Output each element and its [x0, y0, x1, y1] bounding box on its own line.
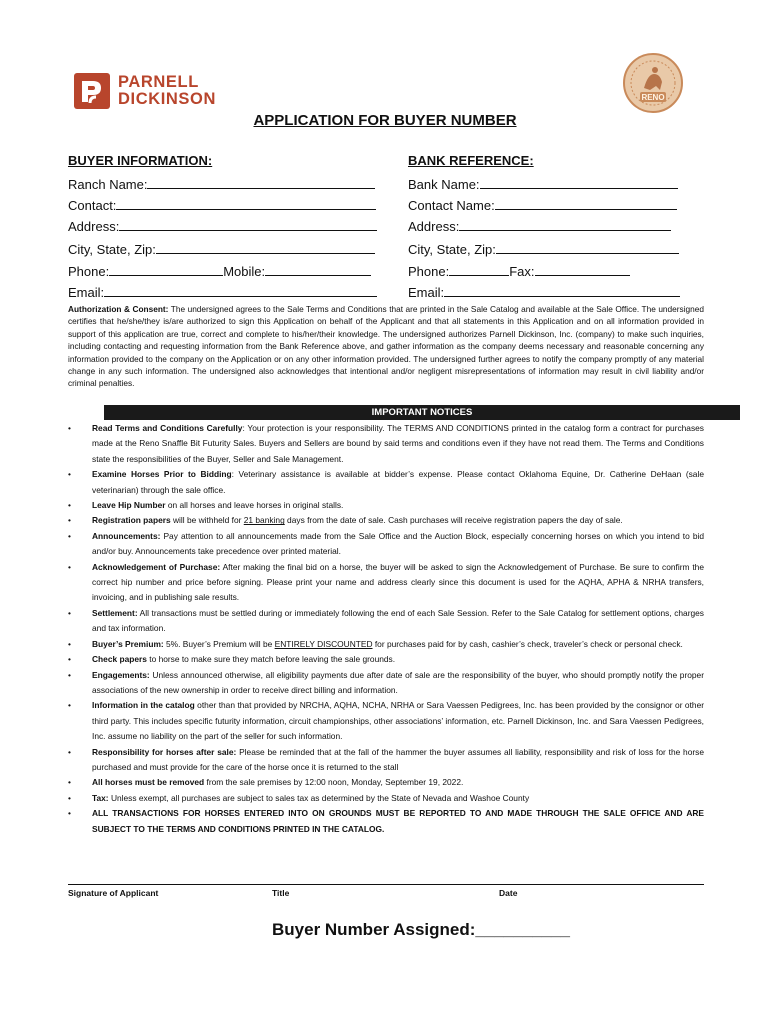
bullet: • [68, 700, 71, 711]
ranch-name-field[interactable] [68, 176, 375, 192]
buyer-number-assigned[interactable] [272, 920, 570, 940]
bank-contact-name-line[interactable] [495, 197, 677, 210]
phone-mobile-field[interactable] [68, 263, 371, 279]
notice-text: for purchases paid for by cash, cashier’s check, traveler’s check or personal check. [372, 638, 683, 649]
notice-label: Tax: [92, 792, 109, 803]
page-title: APPLICATION FOR BUYER NUMBER [253, 112, 517, 129]
notice-label: Settlement: [92, 607, 138, 618]
bank-name-label: Bank Name: [408, 177, 480, 192]
mobile-line[interactable] [265, 263, 371, 276]
brand-line2: DICKINSON [118, 90, 216, 108]
bullet: • [68, 746, 71, 757]
bank-reference-heading: BANK REFERENCE: [408, 153, 534, 168]
bullet: • [68, 808, 71, 819]
bank-city-state-zip-label: City, State, Zip: [408, 242, 496, 257]
bank-email-field[interactable] [408, 284, 680, 300]
authorization-consent [68, 303, 704, 390]
notice-label: Responsibility for horses after sale: [92, 746, 237, 757]
buyer-info-heading: BUYER INFORMATION: [68, 153, 213, 168]
notice-text: from the sale premises by 12:00 noon, Monday, September 19, 2022. [206, 777, 464, 788]
bank-address-line[interactable] [459, 218, 671, 231]
bullet: • [68, 561, 71, 572]
notice-item [68, 606, 704, 637]
notice-text: Your protection is your responsibility. The TERMS AND CONDITIONS printed in the catalog form a contract for purchases made at the Reno Snaffle Bit Futurity Sales. Buyers and Sellers are bound by said terms and conditions even if they have not read them. The Terms and Conditions state the responsibilities of the Buyer, Seller and Sale Management. [92, 423, 704, 464]
bank-contact-name-label: Contact Name: [408, 198, 495, 213]
notice-text: Unless exempt, all purchases are subject to sales tax as determined by the State of Nevada and Washoe County [110, 792, 530, 803]
brand-name [118, 74, 216, 108]
bank-fax-line[interactable] [535, 263, 630, 276]
notice-text-before: will be withheld for [172, 515, 244, 526]
signature-line[interactable] [68, 884, 704, 885]
notice-item [68, 668, 704, 699]
contact-label: Contact: [68, 198, 117, 213]
authorization-label: Authorization & Consent: [68, 304, 169, 314]
notice-text: days from the date of sale. Cash purchases will receive registration papers the day of sale. [284, 515, 623, 526]
notice-item [68, 529, 704, 560]
notice-text: Pay attention to all announcements made from the Sale Office and the Auction Block, especially concerning horses on which you intend to bid and/or buy. Announcements take precedence over printed material. [92, 530, 705, 557]
notice-item [68, 698, 704, 744]
city-state-zip-label: City, State, Zip: [68, 242, 156, 257]
buyer-number-label: Buyer Number Assigned: [272, 920, 476, 939]
ranch-name-label: Ranch Name: [68, 177, 148, 192]
notice-item [68, 421, 704, 467]
bullet: • [68, 515, 71, 526]
bullet: • [68, 469, 71, 480]
city-state-zip-field[interactable] [68, 241, 375, 257]
address-label: Address: [68, 219, 120, 234]
email-label: Email: [68, 285, 105, 300]
bullet: • [68, 654, 71, 665]
bank-name-line[interactable] [480, 176, 678, 189]
bullet: • [68, 777, 71, 788]
notice-item [68, 791, 704, 806]
notice-text-before: 5%. Buyer’s Premium will be [166, 638, 275, 649]
authorization-text: The undersigned agrees to the Sale Terms and Conditions that are printed in the Sale Catalog and available at the Sale Office. The undersigned certifies that he/she/they is/are authorized to sign this Application on behalf of the Applicant and that all statements in this Application and on all information provided in support of this application are true, correct and complete to his/her/their knowledge. The undersigned authorizes Parnell Dickinson, Inc. (company) to make such inquiries, including contacting and requesting information from the Bank Reference above, and gather information as the company deems necessary and reasonable concerning any information provided to the company on the Application or on any other information provided. The undersigned further agrees to notify the company promptly of any material change in any such information. The undersigned also acknowledges that intentional and/or negligent misrepresentations of information may result in civil liability and/or criminal penalties. [68, 304, 704, 389]
notice-item [68, 806, 704, 837]
brand-line1: PARNELL [118, 73, 199, 91]
notice-label: Read Terms and Conditions Carefully [92, 423, 243, 433]
phone-label: Phone: [68, 264, 110, 279]
notice-label: Leave Hip Number [92, 500, 166, 511]
notice-label: Engagements: [92, 669, 150, 680]
bullet: • [68, 607, 71, 618]
notice-item [68, 467, 704, 498]
bank-address-label: Address: [408, 219, 460, 234]
notices-list [68, 421, 704, 837]
notice-item [68, 513, 704, 528]
notice-underlined: 21 banking [243, 515, 285, 526]
buyer-number-blank[interactable]: __________ [475, 920, 570, 939]
notice-text: Please be reminded that at the fall of the hammer the buyer assumes all liability, responsibility and risk of loss for the horse purchased and must provide for the care of the horse once it is returned to the stall [92, 746, 705, 772]
bank-fax-label: Fax: [509, 264, 535, 279]
notice-text: other than that provided by NRCHA, AQHA, NCHA, NRHA or Sara Vaessen Pedigrees, Inc. has been provided by the consignor or other third party. This includes specific futurity information, circuit championships, other associations’ information, etc. Parnell Dickinson, Inc. and Sara Vaessen Pedigrees, Inc. assume no liability on the part of the seller for such information. [92, 700, 705, 742]
notice-label: ALL TRANSACTIONS FOR HORSES ENTERED INTO ON GROUNDS MUST BE REPORTED TO AND MADE THROUGH THE SALE OFFICE AND ARE SUBJECT TO THE TERMS AND CONDITIONS PRINTED IN THE CATALOG. [92, 808, 704, 834]
bank-address-field[interactable] [408, 218, 671, 234]
bank-phone-label: Phone: [408, 264, 450, 279]
important-notices-heading: IMPORTANT NOTICES [104, 405, 740, 420]
notice-label: Announcements: [92, 530, 161, 541]
signature-date-label: Date [499, 888, 518, 898]
notice-text: All transactions must be settled during or immediately following the end of each Sale Session. Refer to the Sale Catalog for settlement options, charges and tax information. [92, 607, 704, 634]
mobile-label: Mobile: [223, 264, 266, 279]
address-field[interactable] [68, 218, 377, 234]
email-line[interactable] [104, 284, 377, 297]
contact-line[interactable] [116, 197, 376, 210]
notice-label: Examine Horses Prior to Bidding [92, 469, 232, 480]
notice-text: After making the final bid on a horse, the buyer will be asked to sign the Acknowledgement of Purchase. Be sure to confirm the correct hip number and price before signing. Please print your name and address clearly since this document is used for the AQHA, APHA & NRHA transfers, invoicing, and in publishing sale results. [92, 561, 704, 603]
signature-title-label: Title [272, 888, 290, 898]
bank-city-state-zip-line[interactable] [496, 241, 679, 254]
contact-field[interactable] [68, 197, 376, 213]
notice-item [68, 498, 704, 513]
signature-applicant-label: Signature of Applicant [68, 888, 159, 898]
notice-text: on all horses and leave horses in original stalls. [167, 500, 344, 511]
city-state-zip-line[interactable] [156, 241, 375, 254]
reno-futurity-seal-icon [622, 52, 684, 114]
parnell-dickinson-logo-icon [74, 73, 110, 109]
notice-text: to horse to make sure they match before leaving the sale grounds. [149, 654, 396, 665]
notice-underlined: ENTIRELY DISCOUNTED [274, 638, 373, 649]
notice-item [68, 652, 704, 667]
notice-item [68, 775, 704, 790]
ranch-name-line[interactable] [147, 176, 375, 189]
notice-text: Veterinary assistance is available at bidder’s expense. Please contact Oklahoma Equine, Dr. Catherine DeHaan (sale veterinarian) through the sale office. [92, 469, 704, 495]
bank-contact-name-field[interactable] [408, 197, 677, 213]
bank-phone-fax-field[interactable] [408, 263, 630, 279]
notice-sep: : [242, 423, 248, 433]
phone-line[interactable] [109, 263, 223, 276]
notice-item [68, 637, 704, 652]
bank-phone-line[interactable] [449, 263, 509, 276]
email-field[interactable] [68, 284, 377, 300]
bank-email-line[interactable] [444, 284, 680, 297]
bank-name-field[interactable] [408, 176, 678, 192]
bullet: • [68, 500, 71, 511]
bank-email-label: Email: [408, 285, 445, 300]
bullet: • [68, 530, 71, 541]
notice-label: All horses must be removed [92, 777, 205, 788]
seal-text: RENO [641, 93, 665, 102]
notice-label: Acknowledgement of Purchase: [92, 561, 221, 572]
notice-label: Registration papers [92, 515, 171, 526]
notice-item [68, 745, 704, 776]
notice-text: Unless announced otherwise, all eligibility payments due after date of sale are the responsibility of the buyer, who should promptly notify the proper associations of the new ownership in order to receive direct billing and information. [92, 669, 704, 695]
notice-label: Buyer’s Premium: [92, 638, 164, 649]
bank-city-state-zip-field[interactable] [408, 241, 679, 257]
notice-item [68, 560, 704, 606]
notice-label: Check papers [92, 654, 147, 665]
bullet: • [68, 792, 71, 803]
bullet: • [68, 423, 71, 433]
bullet: • [68, 669, 71, 680]
bullet: • [68, 638, 71, 649]
address-line[interactable] [119, 218, 377, 231]
notice-label: Information in the catalog [92, 700, 195, 711]
notice-sep: : [231, 469, 239, 480]
